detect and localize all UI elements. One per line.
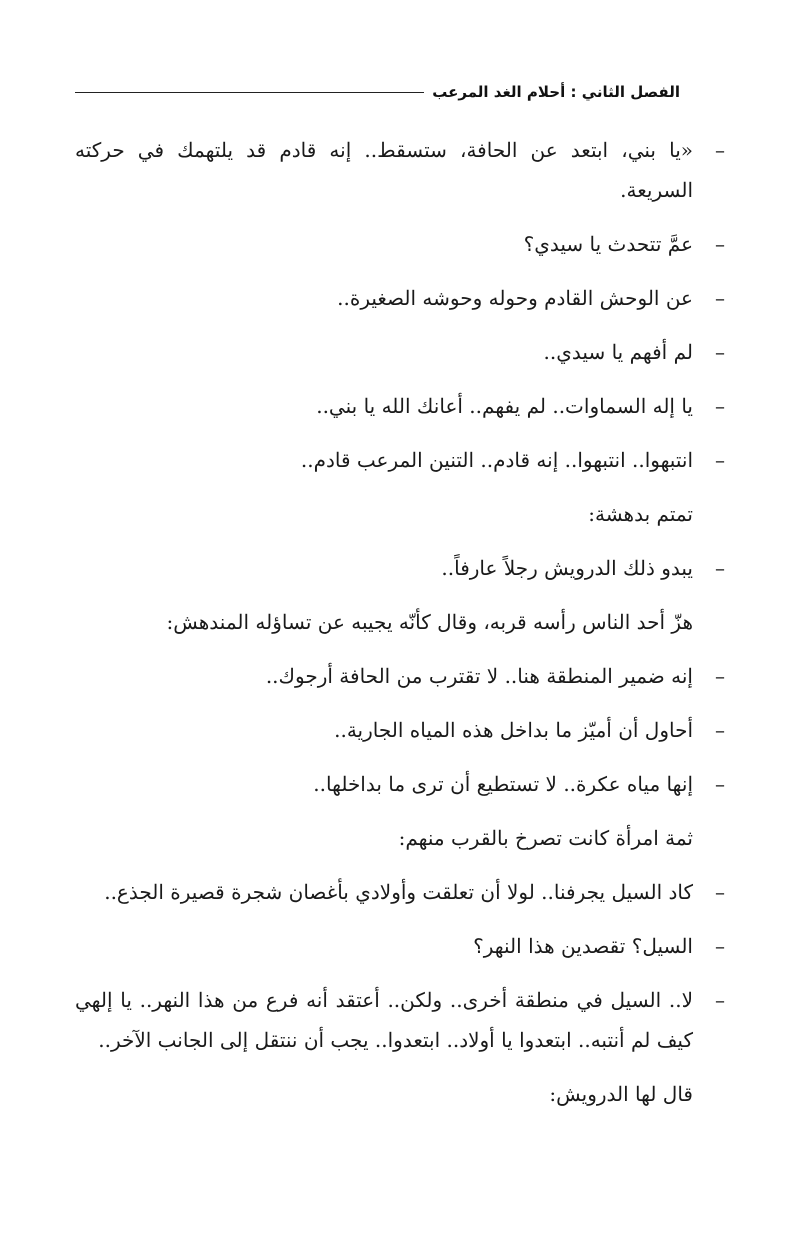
dialogue-line [75,440,725,480]
line-text: إنه ضمير المنطقة هنا.. لا تقترب من الحافة أرجوك.. [265,664,693,688]
line-text: هزّ أحد الناس رأسه قربه، وقال كأنّه يجيبه عن تساؤله المندهش: [166,610,693,634]
line-text: إنها مياه عكرة.. لا تستطيع أن ترى ما بداخلها.. [313,772,693,796]
dialogue-dash: – [715,718,725,742]
line-text: يبدو ذلك الدرويش رجلاً عارفاً.. [441,556,693,580]
dialogue-line [75,926,725,966]
running-header [75,78,680,106]
dialogue-dash: – [715,138,725,162]
dialogue-dash: – [715,448,725,472]
line-text: انتبهوا.. انتبهوا.. إنه قادم.. التنين المرعب قادم.. [300,448,693,472]
dialogue-line [75,872,725,912]
line-text: «يا بني، ابتعد عن الحافة، ستسقط.. إنه قادم قد يلتهمك في حركته السريعة. [75,138,693,202]
narration-line [75,818,725,858]
dialogue-line [75,710,725,750]
dialogue-line [75,130,725,210]
dialogue-dash: – [715,772,725,796]
narration-line [75,494,725,534]
line-text: كاد السيل يجرفنا.. لولا أن تعلقت وأولادي بأغصان شجرة قصيرة الجذع.. [104,880,693,904]
dialogue-dash: – [715,286,725,310]
line-text: عمَّ تتحدث يا سيدي؟ [523,232,693,256]
dialogue-line [75,224,725,264]
dialogue-line [75,332,725,372]
line-text: لم أفهم يا سيدي.. [543,340,693,364]
dialogue-line [75,548,725,588]
dialogue-line [75,656,725,696]
dialogue-line [75,386,725,426]
dialogue-line [75,980,725,1060]
header-rule [75,92,424,93]
dialogue-dash: – [715,232,725,256]
dialogue-dash: – [715,556,725,580]
line-text: يا إله السماوات.. لم يفهم.. أعانك الله يا بني.. [316,394,693,418]
dialogue-dash: – [715,988,725,1012]
narration-line [75,1074,725,1114]
dialogue-dash: – [715,340,725,364]
dialogue-line [75,278,725,318]
narration-line [75,602,725,642]
line-text: تمتم بدهشة: [588,502,693,526]
line-text: عن الوحش القادم وحوله وحوشه الصغيرة.. [337,286,693,310]
line-text: السيل؟ تقصدين هذا النهر؟ [473,934,693,958]
line-text: قال لها الدرويش: [549,1082,693,1106]
page-body [75,130,725,1128]
line-text: لا.. السيل في منطقة أخرى.. ولكن.. أعتقد أنه فرع من هذا النهر.. يا إلهي كيف لم أنتبه.. ابتعدوا يا أولاد.. ابتعدوا.. يجب أن ننتقل إلى الجانب الآخر.. [75,988,693,1052]
dialogue-dash: – [715,880,725,904]
line-text: ثمة امرأة كانت تصرخ بالقرب منهم: [398,826,693,850]
line-text: أحاول أن أميّز ما بداخل هذه المياه الجارية.. [334,718,693,742]
dialogue-dash: – [715,664,725,688]
dialogue-dash: – [715,394,725,418]
dialogue-dash: – [715,934,725,958]
chapter-title: الفصل الثاني : أحلام الغد المرعب [432,83,680,101]
dialogue-line [75,764,725,804]
